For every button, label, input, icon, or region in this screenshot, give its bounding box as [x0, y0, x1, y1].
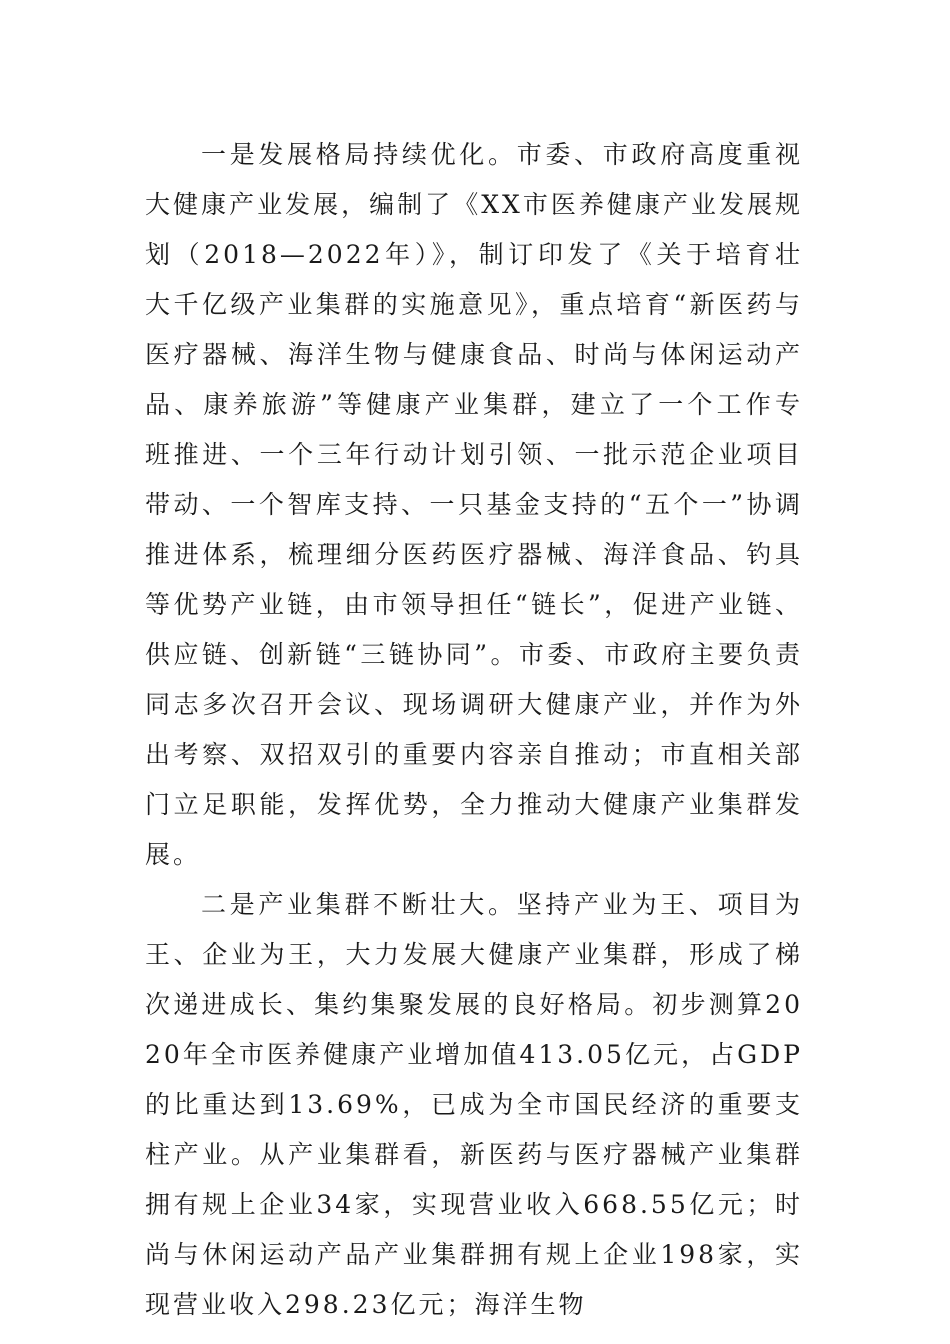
document-body [145, 130, 803, 1330]
paragraph-1: 一是发展格局持续优化。市委、市政府高度重视大健康产业发展，编制了《XX市医养健康产业发展规划（2018—2022年）》，制订印发了《关于培育壮大千亿级产业集群的实施意见》，重点培育“新医药与医疗器械、海洋生物与健康食品、时尚与体闲运动产品、康养旅游”等健康产业集群，建立了一个工作专班推进、一个三年行动计划引领、一批示范企业项目带动、一个智库支持、一只基金支持的“五个一”协调推进体系，梳理细分医药医疗器械、海洋食品、钓具等优势产业链，由市领导担任“链长”，促进产业链、供应链、创新链“三链协同”。市委、市政府主要负责同志多次召开会议、现场调研大健康产业，并作为外出考察、双招双引的重要内容亲自推动；市直相关部门立足职能，发挥优势，全力推动大健康产业集群发展。 [145, 140, 803, 869]
paragraph-2: 二是产业集群不断壮大。坚持产业为王、项目为王、企业为王，大力发展大健康产业集群，形成了梯次递进成长、集约集聚发展的良好格局。初步测算2020年全市医养健康产业增加值413.05亿元，占GDP的比重达到13.69%，已成为全市国民经济的重要支柱产业。从产业集群看，新医药与医疗器械产业集群拥有规上企业34家，实现营业收入668.55亿元；时尚与休闲运动产品产业集群拥有规上企业198家，实现营业收入298.23亿元；海洋生物 [145, 890, 803, 1319]
